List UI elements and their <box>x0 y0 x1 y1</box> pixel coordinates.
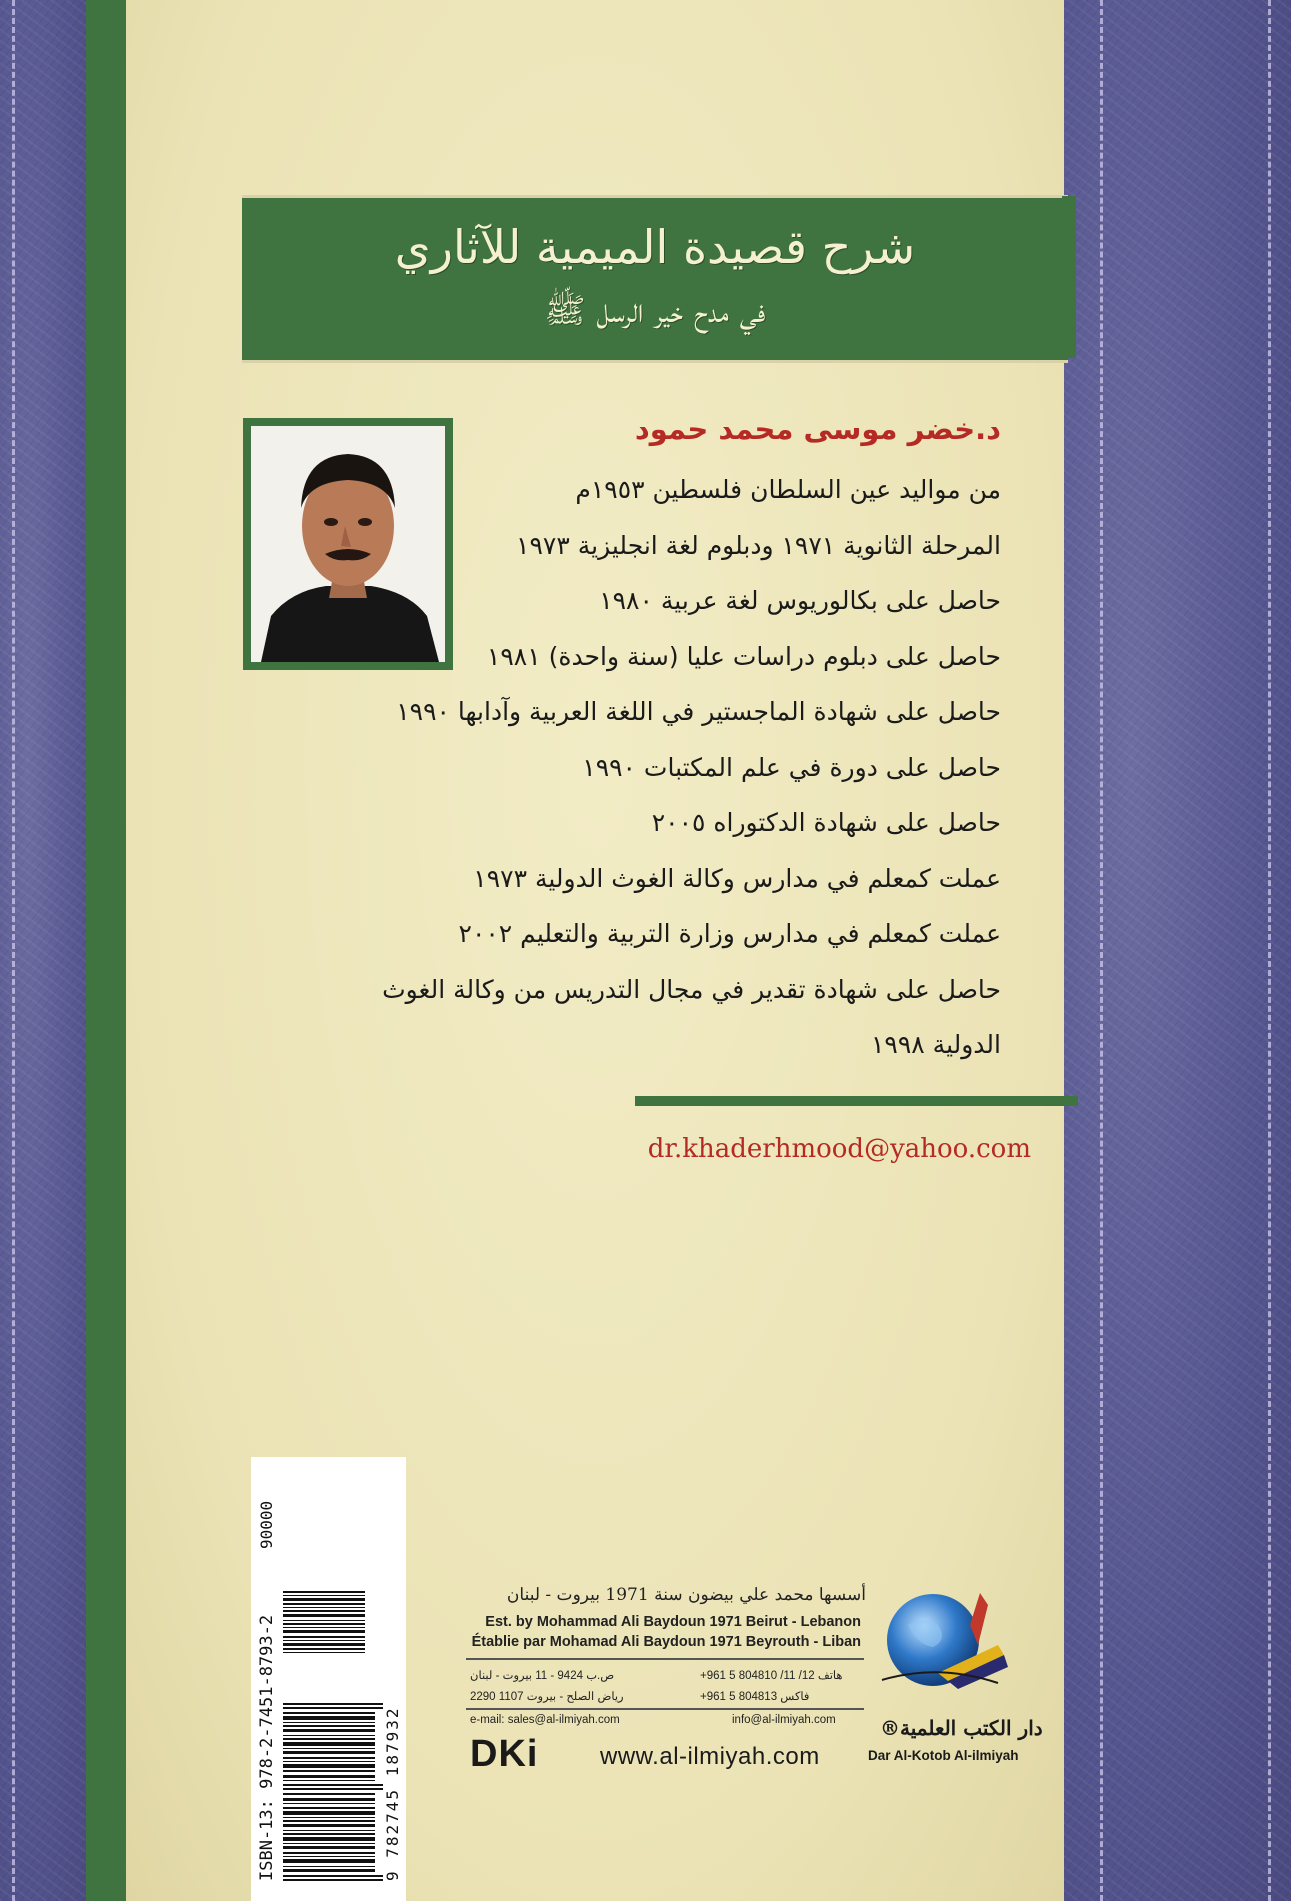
publisher-phone: هاتف 12/ 11/ 804810 5 961+ <box>700 1670 843 1682</box>
bio-line: حاصل على شهادة الدكتوراه ٢٠٠٥ <box>651 808 1001 837</box>
globe-logo-icon <box>878 1585 1028 1715</box>
bio-line: المرحلة الثانوية ١٩٧١ ودبلوم لغة انجليزية ١٩٧٣ <box>516 530 1001 560</box>
barcode-number: 9 782745 187932 <box>383 1706 402 1881</box>
publisher-sales-email[interactable]: e-mail: sales@al-ilmiyah.com <box>470 1714 620 1726</box>
bio-line: حاصل على دبلوم دراسات عليا (سنة واحدة) ١٩٨١ <box>486 641 1001 671</box>
publisher-founded-ar: أسسها محمد علي بيضون سنة 1971 بيروت - لبنان <box>506 1585 866 1605</box>
bio-line: حاصل على شهادة الماجستير في اللغة العربية وآدابها ١٩٩٠ <box>396 697 1001 726</box>
publisher-name-ar: دار الكتب العلمية® <box>880 1716 1043 1740</box>
bio-line: حاصل على بكالوريوس لغة عربية ١٩٨٠ <box>599 586 1001 615</box>
publisher-pobox: ص.ب 9424 - 11 بيروت - لبنان <box>470 1670 615 1682</box>
bio-line: من مواليد عين السلطان فلسطين ١٩٥٣م <box>575 475 1001 504</box>
barcode-icon <box>283 1471 383 1881</box>
barcode-box <box>251 1457 406 1901</box>
bio-line: حاصل على دورة في علم المكتبات ١٩٩٠ <box>582 752 1001 782</box>
bio-line: عملت كمعلم في مدارس وزارة التربية والتعليم ٢٠٠٢ <box>458 919 1001 948</box>
leather-right <box>1062 0 1291 1901</box>
stitch-right-inner <box>1100 0 1103 1901</box>
publisher-info-email[interactable]: info@al-ilmiyah.com <box>732 1714 836 1726</box>
stitch-right-outer <box>1268 0 1271 1901</box>
publisher-name-en: Dar Al-Kotob Al-ilmiyah <box>868 1748 1019 1763</box>
author-name: د.خضر موسى محمد حمود <box>634 412 1001 446</box>
bio-line: الدولية ١٩٩٨ <box>871 1030 1001 1059</box>
book-title: شرح قصيدة الميمية للآثاري <box>394 220 916 274</box>
bio-line: عملت كمعلم في مدارس وكالة الغوث الدولية ١٩٧٣ <box>473 863 1001 893</box>
publisher-website[interactable]: www.al-ilmiyah.com <box>600 1743 820 1770</box>
bio-line: حاصل على شهادة تقدير في مجال التدريس من وكالة الغوث <box>382 974 1001 1004</box>
stitch-left <box>12 0 15 1901</box>
barcode-addon: 90000 <box>257 1500 276 1549</box>
publisher-district: رياض الصلح - بيروت 1107 2290 <box>470 1691 624 1703</box>
publisher-founded-fr: Établie par Mohamad Ali Baydoun 1971 Beyrouth - Liban <box>471 1634 861 1650</box>
contact-rule-top <box>466 1658 864 1660</box>
contact-rule-bottom <box>466 1708 864 1710</box>
divider-rule <box>635 1096 1078 1106</box>
publisher-founded-en: Est. by Mohammad Ali Baydoun 1971 Beirut - Lebanon <box>485 1614 861 1630</box>
author-email[interactable]: dr.khaderhmood@yahoo.com <box>647 1134 1031 1164</box>
author-bio <box>241 462 1001 1073</box>
title-band <box>242 195 1068 363</box>
green-spine-strip <box>86 0 126 1901</box>
title-band-edge <box>1062 196 1076 358</box>
isbn-label: ISBN-13: 978-2-7451-8793-2 <box>257 1614 277 1881</box>
dki-logo: DKi <box>470 1733 539 1775</box>
publisher-fax: فاكس 804813 5 961+ <box>700 1691 810 1703</box>
book-subtitle: في مدح خير الرسل ﷺ <box>544 291 766 331</box>
